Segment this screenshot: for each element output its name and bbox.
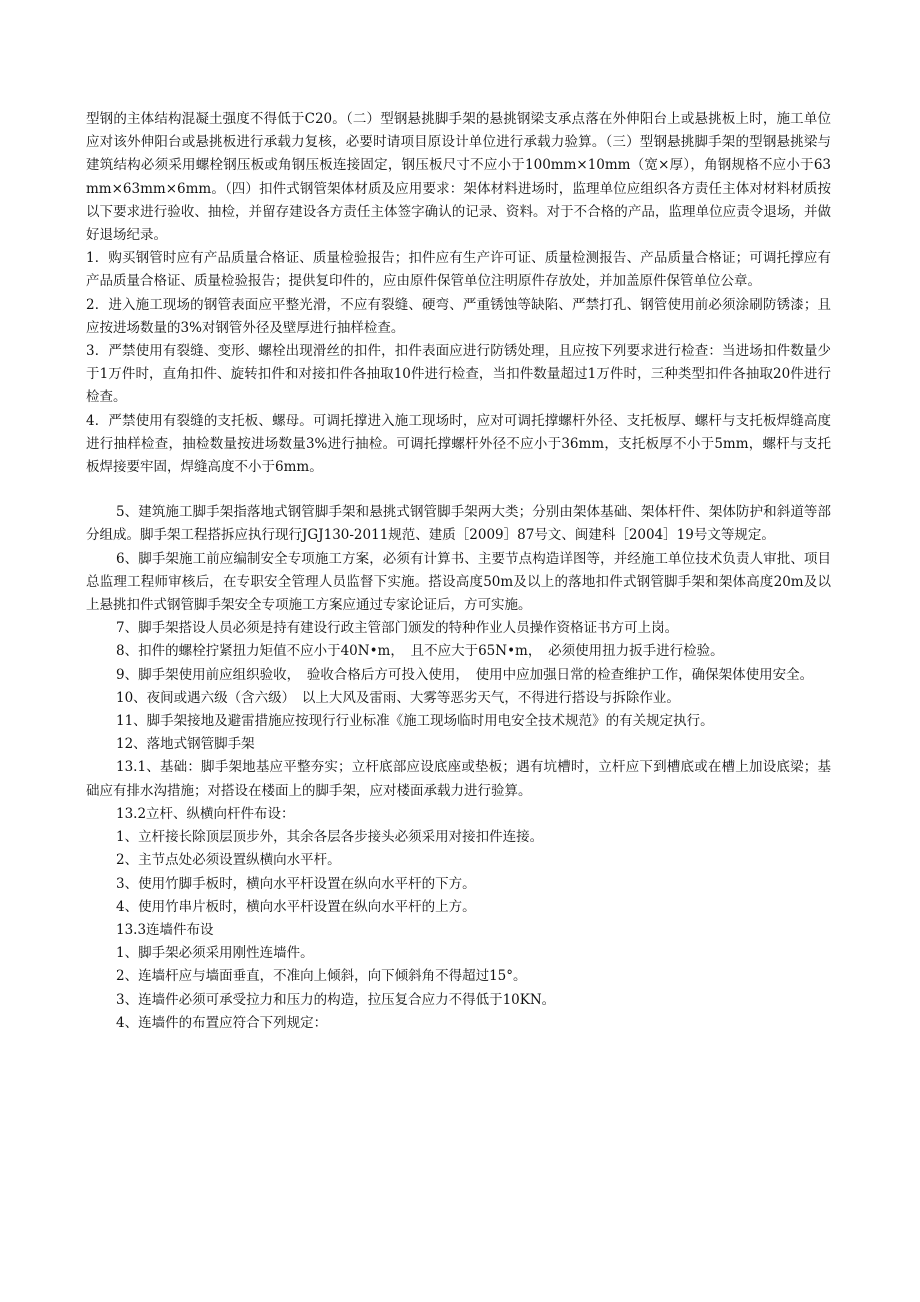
clause-8: 8、扣件的螺栓拧紧扭力矩值不应小于40N•m， 且不应大于65N•m， 必须使用扭力扳手进行检验。 <box>116 643 724 660</box>
clause-13-2-item-2: 2、主节点处必须设置纵横向水平杆。 <box>116 852 341 869</box>
clause-11: 11、脚手架接地及避雷措施应按现行行业标准《施工现场临时用电安全技术规范》的有关规定执行。 <box>116 713 714 730</box>
clause-13-3-item-1: 1、脚手架必须采用刚性连墙件。 <box>116 945 314 962</box>
clause-13-3-item-3: 3、连墙件必须可承受拉力和压力的构造，拉压复合应力不得低于10KN。 <box>116 991 556 1008</box>
clause-6: 6、脚手架施工前应编制安全专项施工方案，必须有计算书、主要节点构造详图等，并经施工单位技术负责人审批、项目总监理工程师审核后，在专职安全管理人员监督下实施。搭设高度50m及以上的落地扣件式钢管脚手架和架体高度20m及以上悬挑扣件式钢管脚手架安全专项施工方案应通过专家论证后，方可实施。 <box>86 550 831 614</box>
intro-paragraph: 型钢的主体结构混凝土强度不得低于C20。（二）型钢悬挑脚手架的悬挑钢梁支承点落在外伸阳台上或悬挑板上时，施工单位应对该外伸阳台或悬挑板进行承载力复核，必要时请项目原设计单位进行承载力验算。（三）型钢悬挑脚手架的型钢悬挑梁与建筑结构必须采用螺栓钢压板或角钢压板连接固定，钢压板尺寸不应小于100mm×10mm（宽×厚），角钢规格不应小于63mm×63mm×6mm。（四）扣件式钢管架体材质及应用要求：架体材料进场时，监理单位应组织各方责任主体对材料材质按以下要求进行验收、抽检，并留存建设各方责任主体签字确认的记录、资料。对于不合格的产品，监理单位应责令退场，并做好退场纪录。 <box>86 111 831 244</box>
clause-7: 7、脚手架搭设人员必须是持有建设行政主管部门颁发的特种作业人员操作资格证书方可上岗。 <box>116 620 679 637</box>
check-item-2: 2．进入施工现场的钢管表面应平整光滑，不应有裂缝、硬弯、严重锈蚀等缺陷、严禁打孔、钢管使用前必须涂刷防锈漆；且应按进场数量的3%对钢管外径及壁厚进行抽样检查。 <box>86 296 831 336</box>
clause-13-2-item-4: 4、使用竹串片板时，横向水平杆设置在纵向水平杆的上方。 <box>116 898 476 915</box>
clause-10: 10、夜间或遇六级（含六级） 以上大风及雷雨、大雾等恶劣天气，不得进行搭设与拆除作业。 <box>116 689 680 706</box>
check-item-4: 4．严禁使用有裂缝的支托板、螺母。可调托撑进入施工现场时，应对可调托撑螺杆外径、支托板厚、螺杆与支托板焊缝高度进行抽样检查，抽检数量按进场数量3%进行抽检。可调托撑螺杆外径不应小于36mm，支托板厚不小于5mm，螺杆与支托板焊接要牢固，焊缝高度不小于6mm。 <box>86 412 831 476</box>
clause-13-1: 13.1、基础：脚手架地基应平整夯实；立杆底部应设底座或垫板；遇有坑槽时，立杆应下到槽底或在槽上加设底梁；基础应有排水沟措施；对搭设在楼面上的脚手架，应对楼面承载力进行验算。 <box>86 759 831 799</box>
clause-13-2-item-1: 1、立杆接长除顶层顶步外，其余各层各步接头必须采用对接扣件连接。 <box>116 829 544 846</box>
clause-9: 9、脚手架使用前应组织验收， 验收合格后方可投入使用， 使用中应加强日常的检查维护工作，确保架体使用安全。 <box>116 666 814 683</box>
clause-13-3-item-4: 4、连墙件的布置应符合下列规定： <box>116 1014 328 1031</box>
clause-12-heading: 12、落地式钢管脚手架 <box>116 736 255 753</box>
clause-13-2-item-3: 3、使用竹脚手板时，横向水平杆设置在纵向水平杆的下方。 <box>116 875 476 892</box>
clause-13-2-heading: 13.2立杆、纵横向杆件布设： <box>116 805 295 822</box>
section-gap <box>86 479 831 501</box>
clause-13-3-heading: 13.3连墙件布设 <box>116 921 214 938</box>
check-item-1: 1．购买钢管时应有产品质量合格证、质量检验报告；扣件应有生产许可证、质量检测报告、产品质量合格证；可调托撑应有产品质量合格证、质量检验报告；提供复印件的，应由原件保管单位注明原件存放处，并加盖原件保管单位公章。 <box>86 250 831 290</box>
check-item-3: 3．严禁使用有裂缝、变形、螺栓出现滑丝的扣件，扣件表面应进行防锈处理，且应按下列要求进行检查：当进场扣件数量少于1万件时，直角扣件、旋转扣件和对接扣件各抽取10件进行检查，当扣件数量超过1万件时，三种类型扣件各抽取20件进行检查。 <box>86 343 831 406</box>
document-page <box>86 108 831 1035</box>
clause-5: 5、建筑施工脚手架指落地式钢管脚手架和悬挑式钢管脚手架两大类；分别由架体基础、架体杆件、架体防护和斜道等部分组成。脚手架工程搭拆应执行现行JGJ130-2011规范、建质［2009］87号文、闽建科［2004］19号文等规定。 <box>86 504 831 544</box>
clause-13-3-item-2: 2、连墙杆应与墙面垂直，不准向上倾斜，向下倾斜角不得超过15°。 <box>116 968 527 985</box>
